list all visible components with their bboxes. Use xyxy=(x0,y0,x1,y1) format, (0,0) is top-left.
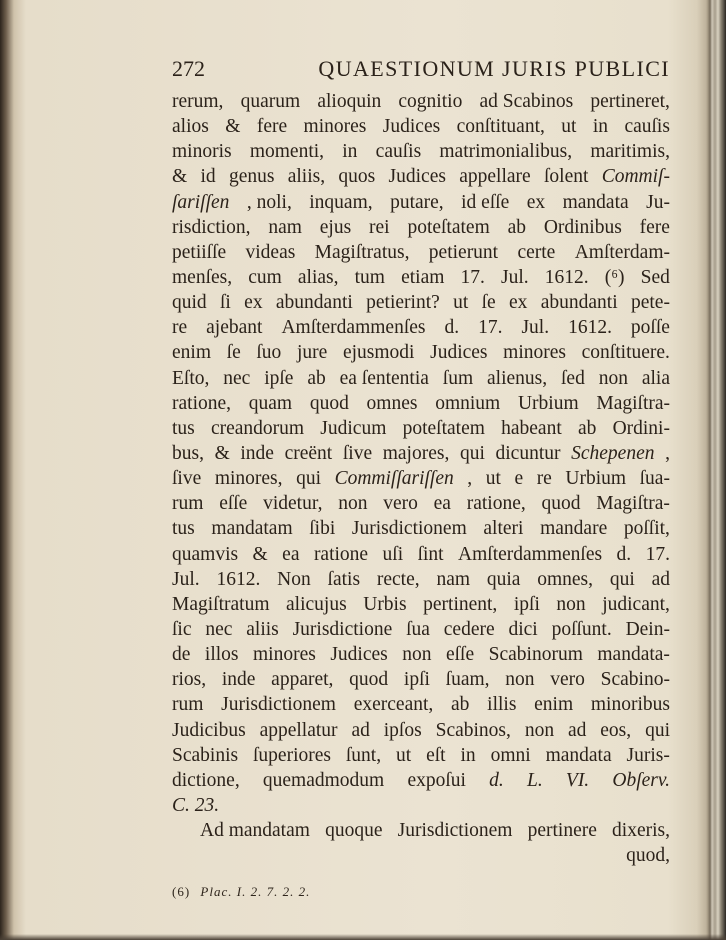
word: quoque xyxy=(325,820,383,842)
text-line xyxy=(172,491,670,516)
word: Ad mandatam xyxy=(200,820,310,842)
word: ſive xyxy=(342,442,373,464)
word: Dein- xyxy=(625,618,670,640)
text-line xyxy=(172,391,670,416)
word: videas xyxy=(245,241,296,263)
word: ſuo xyxy=(256,342,282,364)
word: ajebant xyxy=(206,317,263,339)
word: petierunt xyxy=(428,241,499,263)
word: conſtituere. xyxy=(581,342,670,364)
word: Eſto, xyxy=(172,367,210,389)
word: ipſos xyxy=(383,719,422,741)
word: poſſunt. xyxy=(551,618,612,640)
word: Obſerv. xyxy=(612,769,670,791)
word: in xyxy=(460,744,476,766)
text-block xyxy=(172,56,670,900)
word: Amſterdammenſes xyxy=(458,543,603,565)
word: minores xyxy=(253,644,316,666)
word: illis xyxy=(487,694,517,716)
word: ſua xyxy=(406,618,430,640)
word: omnes, xyxy=(537,568,594,590)
text-line xyxy=(172,215,670,240)
word: Ju- xyxy=(646,191,670,213)
word: non xyxy=(598,367,628,389)
word: ab xyxy=(451,694,470,716)
word: Ordini- xyxy=(612,417,670,439)
word: ſe xyxy=(226,342,241,364)
word: 1612. xyxy=(544,266,589,288)
word: quod xyxy=(349,669,389,691)
word: ab xyxy=(307,367,326,389)
word: ſuam, xyxy=(445,669,490,691)
word: alias, xyxy=(297,266,339,288)
word: d. xyxy=(616,543,632,565)
word: quamvis xyxy=(172,543,239,565)
text-line xyxy=(172,592,670,617)
word: genus xyxy=(228,166,275,188)
word: tum xyxy=(354,266,385,288)
word: rum xyxy=(172,694,204,716)
word: re xyxy=(172,317,188,339)
word: non xyxy=(524,719,555,741)
word: ad xyxy=(567,719,587,741)
text-line xyxy=(172,692,670,717)
word: maritimis, xyxy=(590,141,670,163)
word: quarum xyxy=(240,91,301,112)
word: Ordinibus xyxy=(543,216,622,238)
text-line xyxy=(172,416,670,441)
word: ex xyxy=(509,292,528,314)
word: omni xyxy=(490,744,531,766)
word: in xyxy=(592,116,609,138)
page-edge xyxy=(706,0,726,940)
word: re xyxy=(536,468,552,490)
word: Commiſſariſſen xyxy=(334,468,454,490)
text-line xyxy=(172,89,670,114)
text-line xyxy=(172,642,670,667)
text-line xyxy=(172,667,670,692)
word: qui xyxy=(609,568,635,590)
word: nec xyxy=(223,367,251,389)
text-line xyxy=(172,164,670,189)
word: qui xyxy=(645,719,670,741)
text-line xyxy=(172,190,670,215)
word: Magiſtratum xyxy=(172,593,270,615)
word: Judices xyxy=(330,644,388,666)
word: d. xyxy=(489,769,504,791)
text-line xyxy=(172,290,670,315)
word: ipſi xyxy=(513,593,540,615)
word: omnes xyxy=(366,392,418,414)
word: Magiſtra- xyxy=(596,493,670,515)
text-line xyxy=(172,315,670,340)
word: pertinere xyxy=(527,820,597,842)
word: minores xyxy=(303,116,367,138)
text-line xyxy=(172,265,670,290)
word: poteſtatem xyxy=(402,417,485,439)
word: 1612. xyxy=(216,568,261,590)
word: Scabinos, xyxy=(435,719,511,741)
word: exerceant, xyxy=(353,694,434,716)
word: quos xyxy=(338,166,376,188)
word: tus xyxy=(172,518,195,540)
text-line xyxy=(172,743,670,768)
word: vero xyxy=(550,669,585,691)
word: ſic xyxy=(172,618,192,640)
word: inquam, xyxy=(309,191,373,213)
word: ad xyxy=(651,568,670,590)
word: habeant xyxy=(501,417,562,439)
word: quod xyxy=(309,392,349,414)
word: quid xyxy=(172,292,207,314)
word: ſive xyxy=(172,468,202,490)
word: (⁶) xyxy=(604,266,625,288)
word: Judices xyxy=(388,166,446,188)
bottom-edge-shadow xyxy=(0,934,726,940)
word: alios xyxy=(172,116,209,138)
word: apparet, xyxy=(271,669,334,691)
word: tus xyxy=(172,417,195,439)
word: ipſi xyxy=(403,669,430,691)
word: dixeris, xyxy=(612,820,670,842)
word: videtur, xyxy=(263,493,323,515)
word: Magiſtratus, xyxy=(314,241,410,263)
word: qui xyxy=(296,468,321,490)
word: nam xyxy=(436,568,471,590)
word: vero xyxy=(383,493,418,515)
word: appellatur xyxy=(259,719,338,741)
word: ſuperiores xyxy=(253,744,331,766)
word: rum xyxy=(172,493,204,515)
word: 17. xyxy=(645,543,670,565)
word: cedere xyxy=(443,618,495,640)
word: appellare xyxy=(459,166,531,188)
word: rei xyxy=(369,216,390,238)
word: e xyxy=(514,468,524,490)
word: eſſe xyxy=(219,493,248,515)
word: eſſe xyxy=(445,644,475,666)
text-line xyxy=(172,542,670,567)
word: cognitio xyxy=(398,91,463,112)
word: in xyxy=(342,141,358,163)
word: judicant, xyxy=(602,593,670,615)
word: menſes, xyxy=(172,266,233,288)
word: pertineret, xyxy=(590,91,670,112)
word: Urbis xyxy=(363,593,407,615)
word: & xyxy=(252,543,268,565)
word: minoribus xyxy=(590,694,670,716)
word: ejusmodi xyxy=(342,342,415,364)
word: & xyxy=(172,166,188,188)
word: Jul. xyxy=(501,266,529,288)
word: ad Scabinos xyxy=(479,91,574,112)
word: risdiction, xyxy=(172,216,251,238)
running-header xyxy=(172,56,670,89)
word: ſolent xyxy=(544,166,589,188)
word: Magiſtra- xyxy=(596,392,670,414)
word: ex xyxy=(526,191,546,213)
footnote xyxy=(172,884,670,900)
word: ſed xyxy=(561,367,585,389)
word: ejus xyxy=(319,216,352,238)
word: mandatam xyxy=(211,518,293,540)
word: poſſe xyxy=(630,317,670,339)
word: ad xyxy=(351,719,370,741)
word: Jurisdictionem xyxy=(397,820,513,842)
word: eſt xyxy=(426,744,446,766)
word: aliis, xyxy=(287,166,326,188)
text-line xyxy=(172,718,670,743)
word: qui xyxy=(459,442,485,464)
word: poſſit, xyxy=(623,518,670,540)
word: inde xyxy=(221,669,256,691)
word: illos xyxy=(204,644,239,666)
word: VI. xyxy=(565,769,590,791)
word: ſi xyxy=(220,292,231,314)
word: dictione, xyxy=(172,769,240,791)
word: Juris- xyxy=(626,744,670,766)
word: abundanti xyxy=(275,292,353,314)
word: ſum xyxy=(442,367,474,389)
word: petierint? xyxy=(366,292,440,314)
footnote-mark: (6) xyxy=(172,884,191,900)
word: fere xyxy=(256,116,288,138)
word: Commiſ- xyxy=(601,166,670,188)
word: matrimonialibus, xyxy=(439,141,573,163)
word: Amſterdammenſes xyxy=(281,317,426,339)
word: ſibi xyxy=(309,518,336,540)
word: Urbium xyxy=(517,392,579,414)
word: ratione xyxy=(313,543,369,565)
word: cauſis xyxy=(624,116,670,138)
running-title: QUAESTIONUM JURIS PUBLICI xyxy=(318,56,670,81)
word: majores, xyxy=(382,442,450,464)
word: ipſe xyxy=(264,367,294,389)
word: dici xyxy=(508,618,538,640)
word: ea xyxy=(433,493,451,515)
word: 1612. xyxy=(568,317,612,339)
footnote-text: Plac. I. 2. 7. 2. 2. xyxy=(200,884,311,900)
word: non xyxy=(402,644,432,666)
word: & xyxy=(214,442,230,464)
word: non xyxy=(556,593,586,615)
word: putare, xyxy=(390,191,444,213)
text-line xyxy=(172,114,670,139)
word: quam xyxy=(248,392,293,414)
word: alia xyxy=(641,367,670,389)
word: enim xyxy=(172,342,211,364)
word: poteſtatem xyxy=(407,216,490,238)
text-line xyxy=(172,441,670,466)
text-line xyxy=(172,139,670,164)
word: ſe xyxy=(481,292,496,314)
word: momenti, xyxy=(249,141,325,163)
word: certe xyxy=(517,241,556,263)
word: ea xyxy=(282,543,300,565)
word: aliis xyxy=(246,618,279,640)
word: Judicum xyxy=(320,417,387,439)
word: quia xyxy=(486,568,521,590)
text-line xyxy=(172,366,670,391)
word: 17. xyxy=(478,317,503,339)
word: Jurisdictione xyxy=(292,618,393,640)
word: C. 23. xyxy=(172,794,220,816)
word: pete- xyxy=(630,292,670,314)
text-line xyxy=(172,617,670,642)
word: ſua- xyxy=(639,468,670,490)
word: minoris xyxy=(172,141,232,163)
word: uſi xyxy=(382,543,404,565)
word: bus, xyxy=(172,442,204,464)
word: creënt xyxy=(284,442,333,464)
word: Sed xyxy=(640,266,670,288)
word: abundanti xyxy=(540,292,618,314)
word: ab xyxy=(577,417,597,439)
word: Amſterdam- xyxy=(574,241,670,263)
page-number: 272 xyxy=(172,56,205,81)
word: ex xyxy=(244,292,263,314)
word: ut xyxy=(453,292,469,314)
text-line xyxy=(172,466,670,491)
word: de xyxy=(172,644,191,666)
text-line xyxy=(172,240,670,265)
word: jure xyxy=(296,342,328,364)
word: alioquin xyxy=(317,91,382,112)
word: cum xyxy=(248,266,282,288)
word: mandata- xyxy=(597,644,670,666)
word: mandata xyxy=(562,191,629,213)
word: L. xyxy=(526,769,543,791)
word: quod, xyxy=(626,845,670,867)
word: conſtituant, xyxy=(456,116,545,138)
word: inde xyxy=(240,442,274,464)
text-line xyxy=(172,818,670,843)
word: omnium xyxy=(435,392,501,414)
word: etiam xyxy=(401,266,445,288)
word: minores, xyxy=(214,468,283,490)
word: Urbium xyxy=(565,468,627,490)
word: alicujus xyxy=(286,593,347,615)
word: Jurisdictionem xyxy=(221,694,336,716)
word: Judices xyxy=(382,116,441,138)
word: Jurisdictionem xyxy=(351,518,467,540)
body-text xyxy=(172,89,670,868)
word: Scabino- xyxy=(600,669,670,691)
word: , xyxy=(467,468,473,490)
text-line xyxy=(172,768,670,793)
word: rios, xyxy=(172,669,207,691)
word: Judices xyxy=(430,342,488,364)
word: non xyxy=(338,493,368,515)
word: ratione, xyxy=(172,392,232,414)
word: Schepenen xyxy=(571,442,655,464)
word: ut xyxy=(396,744,412,766)
word: Judicibus xyxy=(172,719,246,741)
word: Scabinorum xyxy=(488,644,583,666)
word: ab xyxy=(507,216,526,238)
word: ſariſſen xyxy=(172,191,230,213)
word: expoſui xyxy=(407,769,466,791)
word: alienus, xyxy=(487,367,548,389)
word: alteri xyxy=(483,518,524,540)
word: ratione, xyxy=(466,493,526,515)
word: cauſis xyxy=(375,141,422,163)
word: recte, xyxy=(376,568,420,590)
word: ea ſententia xyxy=(339,367,429,389)
word: , xyxy=(665,442,670,464)
word: eos, xyxy=(600,719,632,741)
word: Scabinis xyxy=(172,744,239,766)
word: & xyxy=(225,116,241,138)
word: dicuntur xyxy=(495,442,561,464)
word: quemadmodum xyxy=(262,769,385,791)
word: creandorum xyxy=(210,417,305,439)
word: ſatis xyxy=(327,568,361,590)
word: id xyxy=(200,166,216,188)
word: fere xyxy=(639,216,670,238)
word: ſunt, xyxy=(345,744,382,766)
word: minores xyxy=(503,342,566,364)
word: nam xyxy=(268,216,302,238)
word: id eſſe xyxy=(461,191,510,213)
text-line xyxy=(172,843,670,868)
word: ut xyxy=(561,116,577,138)
word: Non xyxy=(277,568,311,590)
word: quod xyxy=(541,493,581,515)
word: ſint xyxy=(417,543,444,565)
word: mandare xyxy=(540,518,608,540)
word: , noli, xyxy=(246,191,292,213)
word: Jul. xyxy=(172,568,200,590)
word: 17. xyxy=(460,266,485,288)
word: non xyxy=(505,669,535,691)
word: petiiſſe xyxy=(172,241,227,263)
word: d. xyxy=(444,317,460,339)
word: enim xyxy=(534,694,574,716)
word: pertinent, xyxy=(423,593,498,615)
word: mandata xyxy=(545,744,612,766)
text-line xyxy=(172,516,670,541)
word: nec xyxy=(205,618,233,640)
word: ut xyxy=(485,468,501,490)
text-line xyxy=(172,567,670,592)
text-line xyxy=(172,340,670,365)
text-line xyxy=(172,793,670,818)
word: rerum, xyxy=(172,91,224,112)
word: Jul. xyxy=(521,317,550,339)
